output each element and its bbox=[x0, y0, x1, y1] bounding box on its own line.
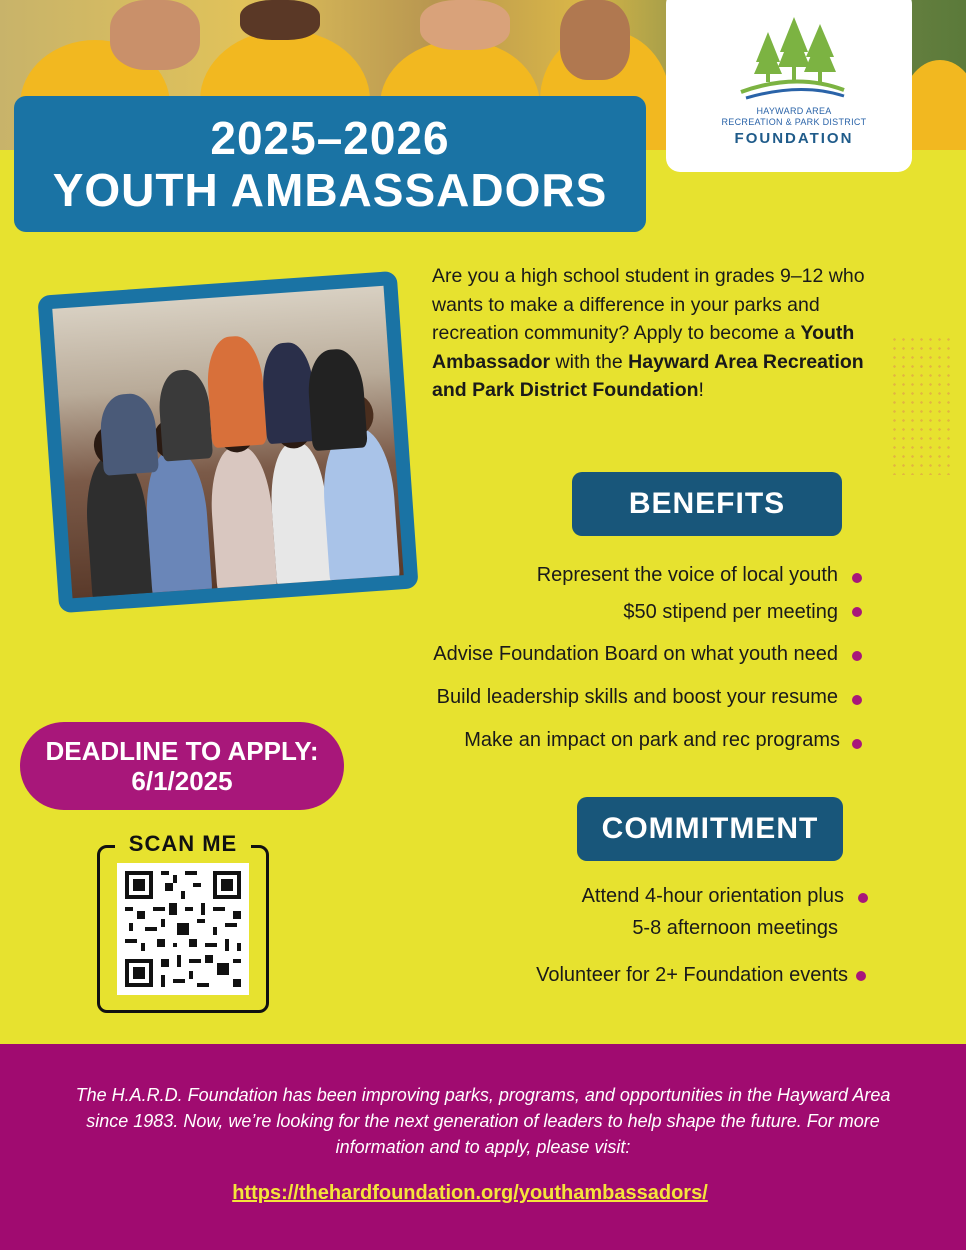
bullet-icon bbox=[856, 971, 866, 981]
benefit-item: Advise Foundation Board on what youth need bbox=[433, 643, 838, 665]
footer bbox=[0, 1044, 966, 1250]
title-banner bbox=[14, 96, 646, 232]
logo-name: FOUNDATION bbox=[734, 130, 854, 147]
logo-line1: HAYWARD AREA bbox=[756, 106, 832, 116]
benefit-item: Make an impact on park and rec programs bbox=[464, 729, 840, 751]
commitment-item-line1: Attend 4-hour orientation plus bbox=[581, 885, 844, 907]
bullet-icon bbox=[852, 739, 862, 749]
group-photo bbox=[37, 271, 418, 613]
qr-code[interactable] bbox=[117, 863, 249, 995]
logo-line2: RECREATION & PARK DISTRICT bbox=[721, 117, 867, 127]
qr-label: SCAN ME bbox=[115, 831, 251, 857]
qr-code-icon bbox=[117, 863, 249, 995]
benefit-item: $50 stipend per meeting bbox=[623, 601, 838, 623]
deadline-badge bbox=[20, 722, 344, 810]
title-program: YOUTH AMBASSADORS bbox=[52, 164, 608, 216]
deadline-date: 6/1/2025 bbox=[131, 766, 233, 796]
benefit-item: Build leadership skills and boost your resume bbox=[436, 686, 838, 708]
title-years: 2025–2026 bbox=[210, 112, 450, 164]
decorative-dot-grid bbox=[890, 335, 950, 475]
commitment-item: Volunteer for 2+ Foundation events bbox=[536, 964, 848, 986]
intro-text-2: with the bbox=[550, 350, 629, 373]
footer-description: The H.A.R.D. Foundation has been improving parks, programs, and opportunities in the Hayward Area since 1983. Now, we’re looking for the next generation of leaders to help shape the future. For more information and to apply, please visit: bbox=[75, 1085, 891, 1157]
foundation-logo bbox=[666, 0, 912, 172]
benefits-heading: BENEFITS bbox=[572, 472, 842, 536]
bullet-icon bbox=[852, 651, 862, 661]
intro-text-1: Are you a high school student in grades 9–12 who wants to make a difference in your parks and recreation community? Apply to become a bbox=[432, 265, 865, 344]
deadline-label: DEADLINE TO APPLY: bbox=[45, 736, 319, 766]
intro-text-3: ! bbox=[698, 379, 704, 401]
intro-bold-org: Hayward Area Recreation and Park District Foundation bbox=[432, 350, 864, 401]
trees-logo-icon bbox=[736, 12, 846, 102]
intro-bold-role: Youth Ambassador bbox=[432, 322, 855, 373]
apply-link[interactable]: https://thehardfoundation.org/youthambassadors/ bbox=[232, 1182, 708, 1204]
bullet-icon bbox=[852, 695, 862, 705]
bullet-icon bbox=[852, 573, 862, 583]
intro-paragraph bbox=[432, 262, 892, 405]
benefit-item: Represent the voice of local youth bbox=[536, 564, 838, 586]
bullet-icon bbox=[852, 607, 862, 617]
bullet-icon bbox=[858, 893, 868, 903]
commitment-heading: COMMITMENT bbox=[577, 797, 843, 861]
commitment-item-line2: 5-8 afternoon meetings bbox=[632, 917, 838, 939]
